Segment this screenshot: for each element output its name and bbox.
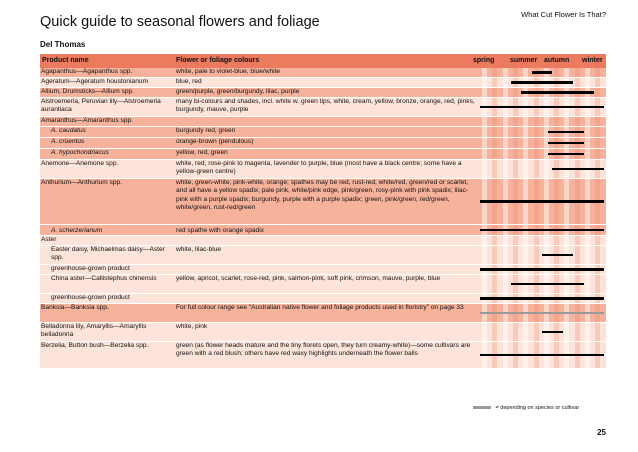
product-name: Amaranthus—Amaranthus spp.	[41, 117, 133, 124]
season-cells	[480, 78, 604, 87]
month-stripe	[585, 78, 590, 87]
table-row	[40, 78, 606, 88]
month-stripe	[513, 88, 518, 97]
season-bar	[542, 254, 573, 257]
month-stripe	[492, 160, 497, 178]
table-row	[40, 294, 606, 304]
season-bar	[548, 131, 584, 134]
month-stripe	[564, 236, 569, 245]
month-stripe	[585, 127, 590, 137]
col-summer: summer	[510, 57, 538, 64]
month-stripe	[554, 236, 559, 245]
flower-colours: orange-brown (pendulous)	[176, 138, 254, 145]
page-number: 25	[597, 428, 606, 437]
product-name: greenhouse-grown product	[51, 265, 130, 272]
month-stripe	[523, 246, 528, 264]
month-stripe	[523, 117, 528, 126]
season-bar	[552, 168, 604, 171]
season-cells	[480, 265, 604, 274]
month-stripe	[595, 323, 600, 341]
month-stripe	[523, 68, 528, 77]
month-stripe	[595, 149, 600, 159]
table-row	[40, 127, 606, 138]
flower-table	[40, 54, 606, 369]
table-row	[40, 160, 606, 179]
month-stripe	[595, 236, 600, 245]
month-stripe	[482, 127, 487, 137]
month-stripe	[513, 117, 518, 126]
table-row	[40, 342, 606, 369]
season-bar	[480, 106, 604, 109]
month-stripe	[503, 138, 508, 148]
month-stripe	[564, 323, 569, 341]
month-stripe	[564, 68, 569, 77]
month-stripe	[513, 323, 518, 341]
table-row	[40, 88, 606, 98]
month-stripe	[523, 138, 528, 148]
product-name: Allium, Drumsticks—Allium spp.	[41, 88, 135, 95]
month-stripe	[575, 117, 580, 126]
table-row	[40, 68, 606, 78]
month-stripe	[482, 68, 487, 77]
flower-colours: many bi-colours and shades, incl. white w. green tips, white, cream, yellow, bronze, orange, red, pinks, burgundy, mauve, purple	[176, 98, 475, 114]
month-stripe	[482, 149, 487, 159]
flower-colours: white, pale to violet-blue, blue/white	[176, 68, 281, 75]
month-stripe	[595, 127, 600, 137]
month-stripe	[482, 275, 487, 293]
month-stripe	[534, 236, 539, 245]
month-stripe	[503, 246, 508, 264]
season-cells	[480, 246, 604, 264]
flower-colours: white, red, rose-pink to magenta, lavender to purple, blue (most have a black centre; some have a yellow-green centre)	[176, 160, 462, 176]
month-stripe	[492, 117, 497, 126]
month-stripe	[595, 68, 600, 77]
legend	[473, 405, 579, 411]
col-autumn: autumn	[544, 57, 570, 64]
product-name: Agapanthus—Agapanthus spp.	[41, 68, 133, 75]
flower-colours: yellow, apricot, scarlet, rose-red, pink, salmon-pink, soft pink, crimson, mauve, purple, blue	[176, 275, 441, 282]
season-bar	[521, 91, 594, 94]
season-cells	[480, 149, 604, 159]
month-stripe	[513, 246, 518, 264]
month-stripe	[513, 127, 518, 137]
month-stripe	[534, 117, 539, 126]
month-stripe	[523, 160, 528, 178]
month-stripe	[554, 68, 559, 77]
table-header	[40, 54, 606, 68]
product-name: A. scherzerianum	[51, 226, 103, 234]
month-stripe	[585, 275, 590, 293]
month-stripe	[523, 323, 528, 341]
running-header: What Cut Flower Is That?	[521, 10, 606, 19]
month-stripe	[585, 138, 590, 148]
month-stripe	[585, 236, 590, 245]
month-stripe	[482, 160, 487, 178]
season-cells	[480, 88, 604, 97]
month-stripe	[503, 160, 508, 178]
month-stripe	[482, 117, 487, 126]
product-name: Easter daisy, Michaelmas daisy—Aster spp.	[51, 246, 165, 262]
month-stripe	[492, 138, 497, 148]
month-stripe	[595, 275, 600, 293]
table-row	[40, 149, 606, 160]
season-cells	[480, 117, 604, 126]
product-name: Ageratum—Ageratum houstonianum	[41, 78, 149, 85]
product-name: China aster—Callistephus chinensis	[51, 275, 157, 282]
month-stripe	[492, 236, 497, 245]
page-title: Quick guide to seasonal flowers and foliage	[40, 14, 320, 30]
season-cells	[480, 294, 604, 303]
month-stripe	[585, 246, 590, 264]
legend-text: = depending on species or cultivar	[495, 405, 580, 411]
product-name: Banksia—Banksia spp.	[41, 304, 109, 311]
flower-colours: white, lilac-blue	[176, 246, 222, 253]
month-stripe	[585, 68, 590, 77]
month-stripe	[523, 127, 528, 137]
month-stripe	[513, 68, 518, 77]
month-stripe	[534, 149, 539, 159]
season-bar	[480, 297, 604, 300]
month-stripe	[564, 117, 569, 126]
month-stripe	[595, 246, 600, 264]
product-name: Aster	[41, 236, 57, 243]
flower-colours: burgundy red, green	[176, 127, 236, 134]
product-name: Belladonna lily, Amaryllis—Amaryllis belladonna	[41, 323, 147, 339]
table-row	[40, 138, 606, 149]
month-stripe	[503, 78, 508, 87]
month-stripe	[492, 127, 497, 137]
flower-colours: red spathe with orange spadix	[176, 226, 264, 234]
flower-colours: yellow, red, green	[176, 149, 228, 156]
month-stripe	[534, 127, 539, 137]
month-stripe	[492, 68, 497, 77]
month-stripe	[503, 323, 508, 341]
season-cells	[480, 179, 604, 224]
flower-colours: white, pink	[176, 323, 208, 330]
month-stripe	[503, 236, 508, 245]
month-stripe	[595, 138, 600, 148]
month-stripe	[492, 88, 497, 97]
month-stripe	[523, 149, 528, 159]
month-stripe	[492, 275, 497, 293]
author: Del Thomas	[40, 40, 86, 49]
month-stripe	[575, 78, 580, 87]
month-stripe	[513, 149, 518, 159]
season-cells	[480, 225, 604, 235]
month-stripe	[482, 236, 487, 245]
month-stripe	[503, 117, 508, 126]
product-name: A. cruentus	[51, 138, 85, 145]
product-name: A. hypochondriacus	[51, 149, 109, 156]
month-stripe	[595, 78, 600, 87]
col-name: Product name	[42, 57, 89, 64]
table-row	[40, 236, 606, 246]
season-cells	[480, 98, 604, 116]
flower-colours: green (as flower heads mature and the tiny florets open, they turn creamy-white)—some cultivars are green with a red blush; others have red waxy highlights underneath the flower balls	[176, 342, 471, 358]
month-stripe	[503, 68, 508, 77]
month-stripe	[503, 149, 508, 159]
month-stripe	[534, 246, 539, 264]
month-stripe	[513, 160, 518, 178]
col-colours: Flower or foliage colours	[176, 57, 260, 64]
season-bar	[480, 354, 604, 357]
table-row	[40, 265, 606, 275]
season-cells	[480, 68, 604, 77]
season-cells	[480, 323, 604, 341]
product-name: A. caudatus	[51, 127, 86, 134]
table-row	[40, 225, 606, 236]
season-cells	[480, 236, 604, 245]
season-cells	[480, 275, 604, 293]
season-bar	[480, 200, 604, 203]
season-cells	[480, 160, 604, 178]
month-stripe	[513, 236, 518, 245]
product-name: Alstroemeria, Peruvian lily—Alstroemeria aurantiaca	[41, 98, 161, 114]
product-name: Anthurium—Anthurium spp.	[41, 179, 122, 186]
month-stripe	[492, 246, 497, 264]
table-row	[40, 179, 606, 225]
month-stripe	[575, 236, 580, 245]
season-bar-grey	[480, 312, 604, 315]
season-bar	[542, 331, 563, 334]
product-name: greenhouse-grown product	[51, 294, 130, 301]
month-stripe	[482, 88, 487, 97]
season-cells	[480, 304, 604, 322]
month-stripe	[585, 149, 590, 159]
table-row	[40, 246, 606, 265]
season-bar	[532, 71, 552, 74]
season-bar	[511, 81, 573, 84]
season-bar	[480, 268, 604, 271]
flower-colours: For full colour range see “Australian native flower and foliage products used in floristry” on page 33	[176, 304, 464, 311]
table-row	[40, 98, 606, 117]
month-stripe	[544, 160, 549, 178]
month-stripe	[482, 138, 487, 148]
month-stripe	[503, 275, 508, 293]
flower-colours: green/purple, green/burgundy, lilac, purple	[176, 88, 300, 95]
month-stripe	[595, 117, 600, 126]
month-stripe	[575, 68, 580, 77]
season-cells	[480, 138, 604, 148]
month-stripe	[503, 88, 508, 97]
month-stripe	[482, 323, 487, 341]
month-stripe	[523, 236, 528, 245]
month-stripe	[585, 117, 590, 126]
flower-colours: white, green-white, pink-white, orange; spathes may be red, rust-red, white/red, green/red or scarlet, and all have a yellow spadix; pale pink, white/pink edge, pink/green, rosy-pink with pink spadix; lilac-pink with a purple spadix; burgundy, purple with a purple spadix; green, pink/green, red/green, white/green, rust-red/green	[176, 179, 469, 212]
product-name: Berzelia, Button bush—Berzelia spp.	[41, 342, 149, 349]
table-row	[40, 304, 606, 323]
table-row	[40, 275, 606, 294]
month-stripe	[534, 138, 539, 148]
month-stripe	[534, 323, 539, 341]
table-row	[40, 117, 606, 127]
month-stripe	[544, 117, 549, 126]
month-stripe	[503, 127, 508, 137]
product-name: Anemone—Anemone spp.	[41, 160, 119, 167]
month-stripe	[492, 323, 497, 341]
season-cells	[480, 127, 604, 137]
season-bar	[511, 283, 584, 286]
month-stripe	[595, 88, 600, 97]
month-stripe	[585, 323, 590, 341]
month-stripe	[482, 78, 487, 87]
flower-colours: blue, red	[176, 78, 202, 85]
col-winter: winter	[582, 57, 603, 64]
month-stripe	[492, 149, 497, 159]
month-stripe	[482, 246, 487, 264]
month-stripe	[513, 138, 518, 148]
col-spring: spring	[473, 57, 495, 64]
season-bar	[548, 153, 584, 156]
month-stripe	[554, 117, 559, 126]
table-row	[40, 323, 606, 342]
season-bar	[480, 229, 604, 232]
month-stripe	[575, 246, 580, 264]
legend-grey-bar	[473, 406, 491, 409]
season-bar	[548, 142, 584, 145]
month-stripe	[492, 78, 497, 87]
month-stripe	[534, 160, 539, 178]
month-stripe	[575, 323, 580, 341]
month-stripe	[544, 236, 549, 245]
season-cells	[480, 342, 604, 368]
